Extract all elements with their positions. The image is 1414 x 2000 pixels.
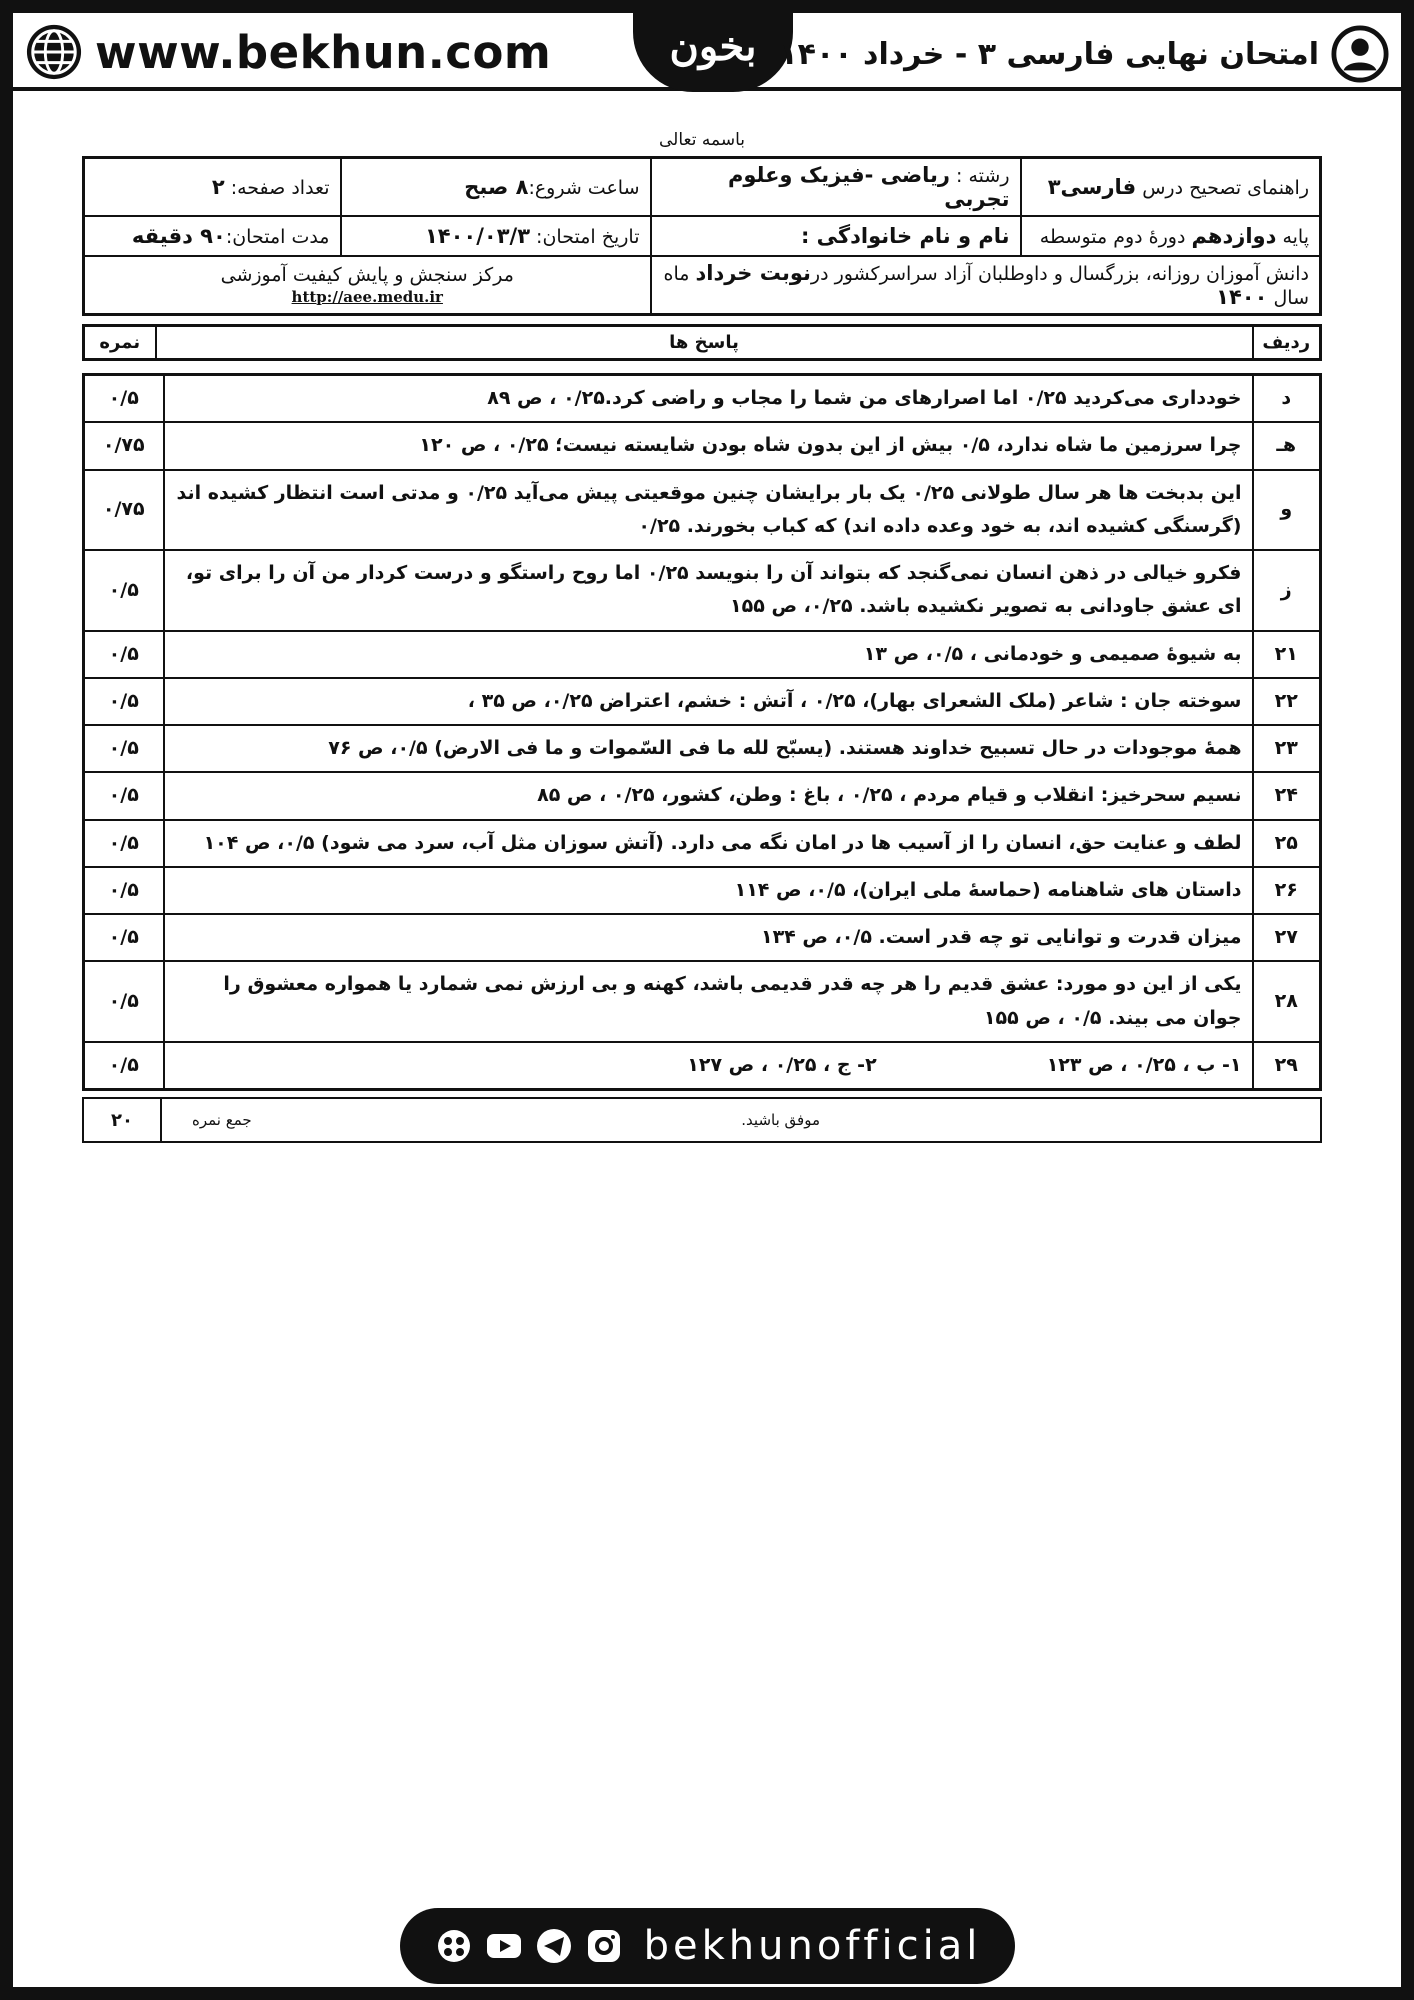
telegram-icon[interactable] bbox=[534, 1926, 574, 1966]
row-score: ۰/۵ bbox=[84, 550, 164, 631]
answer-text: به شیوۀ صمیمی و خودمانی ، ۰/۵، ص ۱۳ bbox=[164, 631, 1253, 678]
social-bar bbox=[400, 1908, 1015, 1984]
answer-text: سوخته جان : شاعر (ملک الشعرای بهار)، ۰/۲۵ ، آتش : خشم، اعتراض ۰/۲۵، ص ۳۵ ، bbox=[164, 678, 1253, 725]
row-score: ۰/۵ bbox=[84, 725, 164, 772]
answer-row bbox=[84, 678, 1321, 725]
answer-row bbox=[84, 631, 1321, 678]
row-number: ۲۴ bbox=[1253, 772, 1321, 819]
students-text: دانش آموزان روزانه، بزرگسال و داوطلبان آزاد سراسرکشور در bbox=[810, 263, 1309, 285]
answer-row bbox=[84, 375, 1321, 423]
row-score: ۰/۵ bbox=[84, 961, 164, 1042]
q29-part1: ۱- ب ، ۰/۲۵ ، ص ۱۲۳ bbox=[1046, 1053, 1242, 1076]
answer-text: همۀ موجودات در حال تسبیح خداوند هستند. (یسبّح لله ما فی السّموات و ما فی الارض) ۰/۵، ص ۷۶ bbox=[164, 725, 1253, 772]
name-cell bbox=[651, 216, 1021, 256]
answers-table bbox=[82, 373, 1322, 1091]
center-url[interactable]: http://aee.medu.ir bbox=[291, 288, 443, 306]
students-cell bbox=[651, 256, 1321, 315]
logo-text: بخون bbox=[669, 22, 757, 70]
total-row bbox=[82, 1097, 1322, 1143]
answer-text: نسیم سحرخیز: انقلاب و قیام مردم ، ۰/۲۵ ، باغ : وطن، کشور، ۰/۲۵ ، ص ۸۵ bbox=[164, 772, 1253, 819]
answer-text bbox=[164, 1042, 1253, 1090]
good-luck: موفق باشید. bbox=[741, 1111, 820, 1129]
date-label: تاریخ امتحان: bbox=[530, 226, 640, 248]
row-number: د bbox=[1253, 375, 1321, 423]
field-label: رشته : bbox=[950, 165, 1010, 187]
user-icon bbox=[1331, 25, 1389, 83]
row-score: ۰/۵ bbox=[84, 914, 164, 961]
pages-value: ۲ bbox=[211, 175, 225, 199]
start-label: ساعت شروع: bbox=[528, 177, 640, 199]
site-url[interactable]: www.bekhun.com bbox=[95, 25, 552, 79]
answer-text: میزان قدرت و توانایی تو چه قدر است. ۰/۵، ص ۱۳۴ bbox=[164, 914, 1253, 961]
grade-value: دوازدهم bbox=[1191, 224, 1277, 248]
answer-text: چرا سرزمین ما شاه ندارد، ۰/۵ بیش از این بدون شاه بودن شایسته نیست؛ ۰/۲۵ ، ص ۱۲۰ bbox=[164, 422, 1253, 469]
duration-cell bbox=[84, 216, 341, 256]
duration-value: ۹۰ دقیقه bbox=[131, 224, 226, 248]
row-score: ۰/۵ bbox=[84, 631, 164, 678]
guide-label: راهنمای تصحیح درس bbox=[1136, 177, 1309, 199]
guide-cell bbox=[1021, 158, 1321, 217]
row-number: هـ bbox=[1253, 422, 1321, 469]
answer-text: این بدبخت ها هر سال طولانی ۰/۲۵ یک بار برایشان چنین موقعیتی پیش می‌آید ۰/۲۵ و مدتی است انتظار کشیده اند (گرسنگی کشیده اند، به خود وعده داده اند) که کباب بخورند. ۰/۲۵ bbox=[164, 470, 1253, 551]
instagram-icon[interactable] bbox=[584, 1926, 624, 1966]
year-value: ۱۴۰۰ bbox=[1216, 285, 1268, 309]
site-link[interactable] bbox=[25, 23, 551, 81]
col-score: نمره bbox=[84, 326, 156, 360]
row-score: ۰/۷۵ bbox=[84, 422, 164, 469]
row-number: ز bbox=[1253, 550, 1321, 631]
globe-icon bbox=[25, 23, 83, 81]
aparat-icon[interactable] bbox=[434, 1926, 474, 1966]
guide-value: فارسی۳ bbox=[1047, 175, 1137, 199]
row-number: ۲۱ bbox=[1253, 631, 1321, 678]
row-number: و bbox=[1253, 470, 1321, 551]
center-cell bbox=[84, 256, 651, 315]
q29-part2: ۲- ج ، ۰/۲۵ ، ص ۱۲۷ bbox=[687, 1053, 877, 1076]
answer-text: یکی از این دو مورد: عشق قدیم را هر چه قدر قدیمی باشد، کهنه و بی ارزش نمی شمارد یا همواره معشوق را جوان می بیند. ۰/۵ ، ص ۱۵۵ bbox=[164, 961, 1253, 1042]
total-value: ۲۰ bbox=[83, 1098, 161, 1142]
answer-text: لطف و عنایت حق، انسان را از آسیب ها در امان نگه می دارد. (آتش سوزان مثل آب، سرد می شود) ۰/۵، ص ۱۰۴ bbox=[164, 820, 1253, 867]
grade-cell bbox=[1021, 216, 1321, 256]
date-value: ۱۴۰۰/۰۳/۳ bbox=[424, 224, 531, 248]
exam-info-table bbox=[82, 156, 1322, 316]
row-number: ۲۵ bbox=[1253, 820, 1321, 867]
field-cell bbox=[651, 158, 1021, 217]
total-label: جمع نمره bbox=[192, 1111, 252, 1129]
grade-suffix: دورۀ دوم متوسطه bbox=[1039, 226, 1192, 248]
column-header bbox=[82, 324, 1322, 361]
row-number: ۲۲ bbox=[1253, 678, 1321, 725]
session-value: نوبت خرداد bbox=[695, 261, 811, 285]
row-score: ۰/۵ bbox=[84, 375, 164, 423]
row-score: ۰/۵ bbox=[84, 867, 164, 914]
col-row: ردیف bbox=[1253, 326, 1321, 360]
row-score: ۰/۵ bbox=[84, 772, 164, 819]
exam-title bbox=[779, 25, 1389, 83]
field-value: ریاضی -فیزیک وعلوم تجربی bbox=[727, 163, 1010, 211]
brand-logo bbox=[633, 0, 793, 92]
row-score: ۰/۵ bbox=[84, 1042, 164, 1090]
answer-row bbox=[84, 961, 1321, 1042]
row-number: ۲۳ bbox=[1253, 725, 1321, 772]
footer-cell bbox=[161, 1098, 1321, 1142]
start-cell bbox=[341, 158, 651, 217]
answer-text: خودداری می‌کردید ۰/۲۵ اما اصرارهای من شما را مجاب و راضی کرد.۰/۲۵ ، ص ۸۹ bbox=[164, 375, 1253, 423]
col-answers: پاسخ ها bbox=[156, 326, 1253, 360]
answer-row bbox=[84, 772, 1321, 819]
answer-row bbox=[84, 725, 1321, 772]
row-score: ۰/۷۵ bbox=[84, 470, 164, 551]
answer-row bbox=[84, 470, 1321, 551]
name-label: نام و نام خانوادگی : bbox=[800, 224, 1010, 248]
answer-row bbox=[84, 820, 1321, 867]
date-cell bbox=[341, 216, 651, 256]
row-number: ۲۹ bbox=[1253, 1042, 1321, 1090]
answer-row-29 bbox=[84, 1042, 1321, 1090]
exam-title-text: امتحان نهایی فارسی ۳ - خرداد ۱۴۰۰ bbox=[779, 36, 1319, 72]
row-number: ۲۶ bbox=[1253, 867, 1321, 914]
row-score: ۰/۵ bbox=[84, 820, 164, 867]
pages-cell bbox=[84, 158, 341, 217]
answer-key-document bbox=[82, 130, 1322, 1143]
duration-label: مدت امتحان: bbox=[225, 226, 330, 248]
youtube-icon[interactable] bbox=[484, 1926, 524, 1966]
answer-row bbox=[84, 914, 1321, 961]
center-name: مرکز سنجش و پایش کیفیت آموزشی bbox=[220, 264, 514, 286]
header-bar bbox=[13, 13, 1401, 91]
pages-label: تعداد صفحه: bbox=[224, 177, 330, 199]
answer-row bbox=[84, 422, 1321, 469]
bismillah: باسمه تعالی bbox=[659, 130, 745, 150]
grade-prefix: پایه bbox=[1276, 226, 1309, 248]
row-number: ۲۷ bbox=[1253, 914, 1321, 961]
year-prefix: ماه سال bbox=[663, 263, 1309, 309]
start-value: ۸ صبح bbox=[464, 175, 529, 199]
answer-text: فکرو خیالی در ذهن انسان نمی‌گنجد که بتواند آن را بنویسد ۰/۲۵ اما روح راستگو و درست کردار من آن را برای تو، ای عشق جاودانی به تصویر نکشیده باشد. ۰/۲۵، ص ۱۵۵ bbox=[164, 550, 1253, 631]
social-handle[interactable]: bekhunofficial bbox=[643, 1923, 982, 1969]
row-number: ۲۸ bbox=[1253, 961, 1321, 1042]
answer-row bbox=[84, 550, 1321, 631]
row-score: ۰/۵ bbox=[84, 678, 164, 725]
answer-row bbox=[84, 867, 1321, 914]
answer-text: داستان های شاهنامه (حماسۀ ملی ایران)، ۰/۵، ص ۱۱۴ bbox=[164, 867, 1253, 914]
